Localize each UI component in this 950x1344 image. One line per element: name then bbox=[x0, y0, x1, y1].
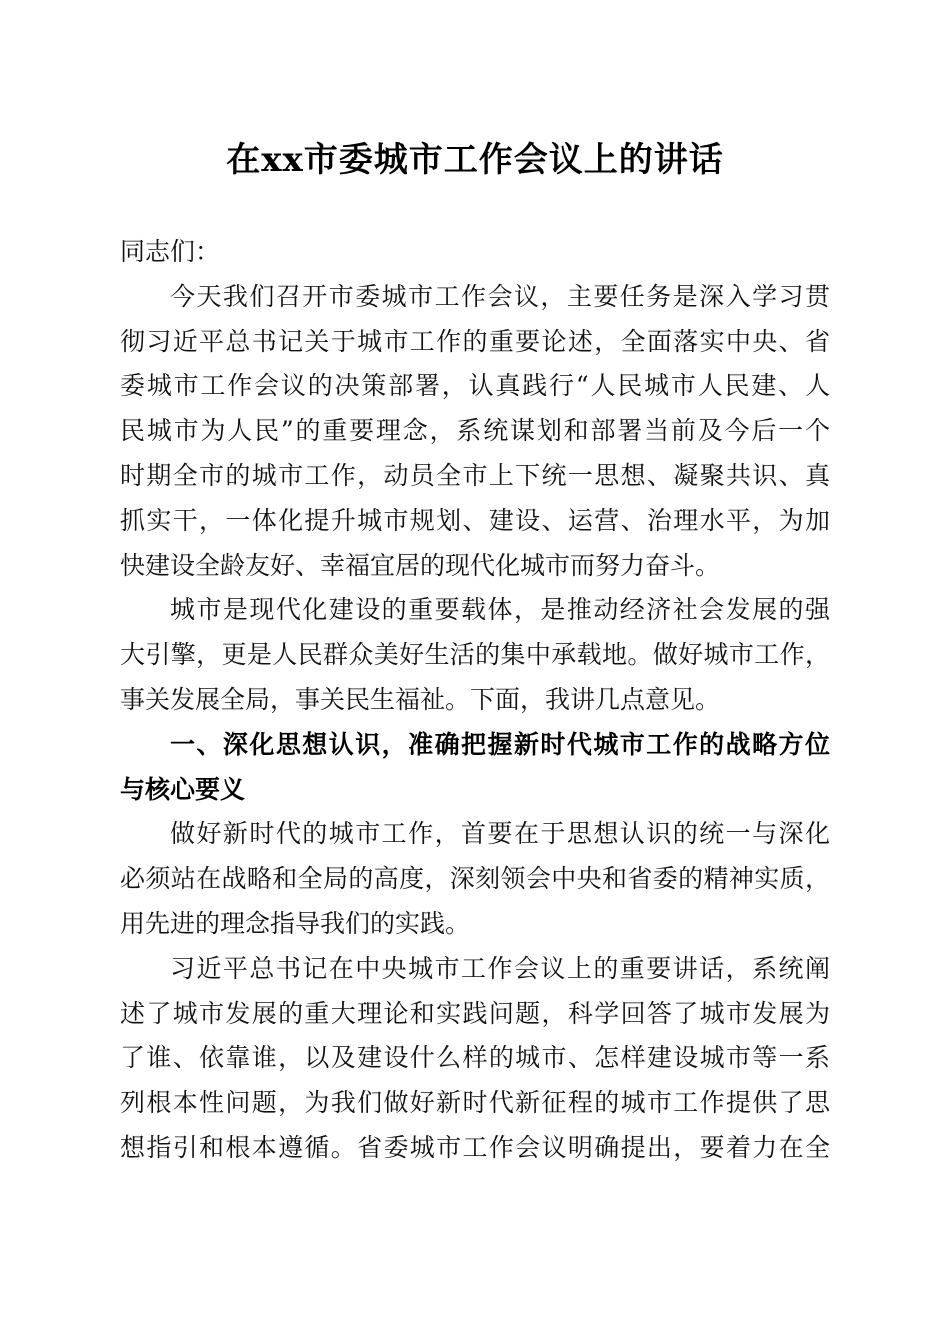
paragraph-line: 快建设全龄友好、幸福宜居的现代化城市而努力奋斗。 bbox=[120, 550, 721, 580]
paragraph-line: 委城市工作会议的决策部署，认真践行“人民城市人民建、人 bbox=[120, 371, 830, 401]
paragraph-line: 今天我们召开市委城市工作会议，主要任务是深入学习贯 bbox=[170, 281, 830, 311]
paragraph-3 bbox=[120, 812, 830, 946]
heading-line: 与核心要义 bbox=[120, 774, 246, 804]
paragraph-line: 抓实干，一体化提升城市规划、建设、运营、治理水平，为加 bbox=[120, 505, 830, 535]
paragraph-line: 必须站在战略和全局的高度，深刻领会中央和省委的精神实质， bbox=[120, 864, 830, 894]
paragraph-4 bbox=[120, 947, 830, 1171]
heading-line: 一、深化思想认识，准确把握新时代城市工作的战略方位 bbox=[170, 729, 830, 759]
paragraph-line: 大引擎，更是人民群众美好生活的集中承载地。做好城市工作， bbox=[120, 640, 830, 670]
paragraph-line: 事关发展全局，事关民生福祉。下面，我讲几点意见。 bbox=[120, 684, 721, 714]
paragraph-line: 做好新时代的城市工作，首要在于思想认识的统一与深化 bbox=[170, 819, 830, 849]
document-title: 在xx市委城市工作会议上的讲话 bbox=[226, 140, 724, 180]
document-body bbox=[120, 230, 830, 1171]
paragraph-line: 彻习近平总书记关于城市工作的重要论述，全面落实中央、省 bbox=[120, 326, 830, 356]
paragraph-line: 用先进的理念指导我们的实践。 bbox=[120, 908, 471, 938]
paragraph-line: 习近平总书记在中央城市工作会议上的重要讲话，系统阐 bbox=[170, 953, 830, 983]
paragraph-line: 时期全市的城市工作，动员全市上下统一思想、凝聚共识、真 bbox=[120, 460, 830, 490]
paragraph-1 bbox=[120, 275, 830, 589]
paragraph-2 bbox=[120, 588, 830, 722]
salutation: 同志们： bbox=[120, 237, 221, 266]
paragraph-line: 民城市为人民”的重要理念，系统谋划和部署当前及今后一个 bbox=[120, 416, 830, 446]
paragraph-line: 了谁、依靠谁，以及建设什么样的城市、怎样建设城市等一系 bbox=[120, 1043, 830, 1073]
paragraph-line: 列根本性问题，为我们做好新时代新征程的城市工作提供了思 bbox=[120, 1088, 830, 1118]
section-heading-1 bbox=[120, 723, 830, 813]
paragraph-line: 述了城市发展的重大理论和实践问题，科学回答了城市发展为 bbox=[120, 998, 830, 1028]
paragraph-line: 城市是现代化建设的重要载体，是推动经济社会发展的强 bbox=[170, 595, 830, 625]
paragraph-line: 想指引和根本遵循。省委城市工作会议明确提出，要着力在全 bbox=[120, 1132, 830, 1162]
